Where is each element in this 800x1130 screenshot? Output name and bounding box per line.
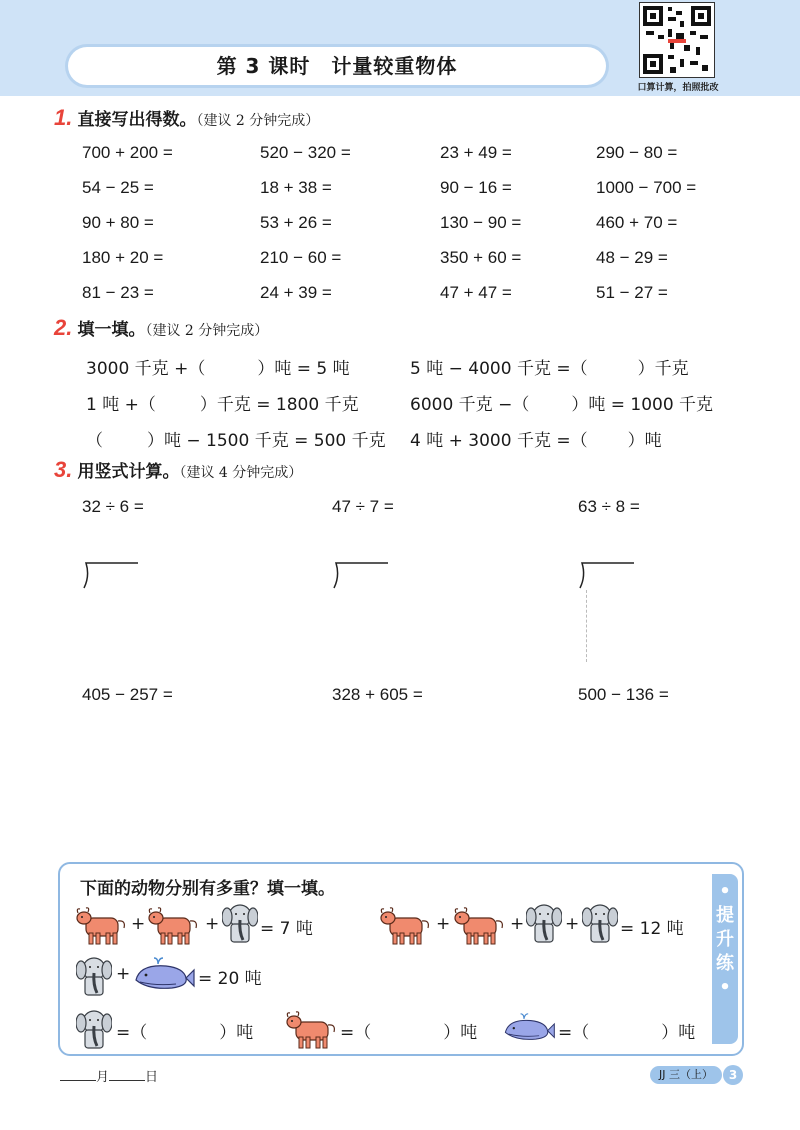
problem: 51 − 27 = (596, 283, 668, 302)
equation-result: = 20 吨 (198, 969, 262, 989)
month-blank[interactable] (60, 1080, 96, 1081)
cow-icon (380, 906, 432, 946)
answer-line: =（ ）吨 (116, 1023, 254, 1043)
answer-line: =（ ）吨 (340, 1023, 478, 1043)
plus-sign: + (436, 914, 451, 934)
fill-item: 3000 千克 +（ ）吨 = 5 吨 (86, 359, 350, 379)
bonus-title: 下面的动物分别有多重？填一填。 (80, 879, 335, 899)
section-hint: （建议 2 分钟完成） (196, 113, 320, 129)
problem: 47 + 47 = (440, 283, 512, 302)
plus-sign: + (116, 964, 131, 984)
problem: 290 − 80 = (596, 143, 678, 162)
division-problem: 63 ÷ 8 = (578, 497, 640, 516)
section-hint: （建议 4 分钟完成） (179, 465, 303, 481)
guide-line (586, 590, 587, 662)
day-blank[interactable] (109, 1080, 145, 1081)
cow-icon (76, 906, 128, 946)
fill-item: 1 吨 +（ ）千克 = 1800 千克 (86, 395, 359, 415)
long-division-bracket (578, 560, 636, 590)
problem: 90 + 80 = (82, 213, 154, 232)
vertical-problem: 405 − 257 = (82, 685, 173, 704)
section-title: 用竖式计算。 (77, 462, 180, 482)
elephant-icon (222, 902, 258, 946)
cow-icon (148, 906, 200, 946)
problem: 53 + 26 = (260, 213, 332, 232)
qr-caption: 口算计算，拍照批改 (637, 83, 719, 93)
problem: 520 − 320 = (260, 143, 351, 162)
equation-result: = 7 吨 (260, 919, 313, 939)
section-title: 填一填。 (77, 320, 146, 340)
elephant-icon (76, 1008, 112, 1052)
book-code-badge: JJ 三（上） (650, 1066, 722, 1084)
date-field: 月 日 (60, 1066, 158, 1085)
section-3-heading (54, 457, 302, 483)
fill-item: 5 吨 − 4000 千克 =（ ）千克 (410, 359, 689, 379)
plus-sign: + (131, 914, 146, 934)
elephant-icon (582, 902, 618, 946)
cow-icon (454, 906, 506, 946)
section-number: 1. (54, 105, 73, 130)
problem: 24 + 39 = (260, 283, 332, 302)
section-number: 2. (54, 315, 73, 340)
long-division-bracket (82, 560, 140, 590)
problem: 1000 − 700 = (596, 178, 697, 197)
problem: 130 − 90 = (440, 213, 522, 232)
cow-icon (286, 1010, 338, 1050)
problem: 350 + 60 = (440, 248, 522, 267)
division-problem: 47 ÷ 7 = (332, 497, 394, 516)
plus-sign: + (565, 914, 580, 934)
whale-icon (502, 1010, 556, 1048)
section-number: 3. (54, 457, 73, 482)
problem: 48 − 29 = (596, 248, 668, 267)
fill-item: 4 吨 + 3000 千克 =（ ）吨 (410, 431, 662, 451)
elephant-icon (76, 955, 112, 999)
problem: 18 + 38 = (260, 178, 332, 197)
qr-code-icon[interactable] (639, 2, 715, 78)
fill-item: 6000 千克 −（ ）吨 = 1000 千克 (410, 395, 714, 415)
bonus-side-label: • 提 升 练 • (716, 881, 734, 998)
problem: 700 + 200 = (82, 143, 173, 162)
problem: 54 − 25 = (82, 178, 154, 197)
page-title: 第 3 课时 计量较重物体 (216, 54, 458, 78)
problem: 180 + 20 = (82, 248, 164, 267)
section-hint: （建议 2 分钟完成） (145, 323, 269, 339)
problem: 23 + 49 = (440, 143, 512, 162)
vertical-problem: 328 + 605 = (332, 685, 423, 704)
division-problem: 32 ÷ 6 = (82, 497, 144, 516)
plus-sign: + (205, 914, 220, 934)
equation-result: = 12 吨 (620, 919, 684, 939)
section-2-heading (54, 315, 268, 341)
section-title: 直接写出得数。 (77, 110, 197, 130)
fill-item: （ ）吨 − 1500 千克 = 500 千克 (86, 431, 386, 451)
vertical-problem: 500 − 136 = (578, 685, 669, 704)
answer-line: =（ ）吨 (558, 1023, 696, 1043)
problem: 210 − 60 = (260, 248, 342, 267)
whale-icon (132, 956, 196, 996)
plus-sign: + (510, 914, 525, 934)
long-division-bracket (332, 560, 390, 590)
problem: 460 + 70 = (596, 213, 678, 232)
page-number: 3 (723, 1065, 743, 1085)
problem: 90 − 16 = (440, 178, 512, 197)
elephant-icon (526, 902, 562, 946)
section-1-heading (54, 105, 319, 131)
problem: 81 − 23 = (82, 283, 154, 302)
